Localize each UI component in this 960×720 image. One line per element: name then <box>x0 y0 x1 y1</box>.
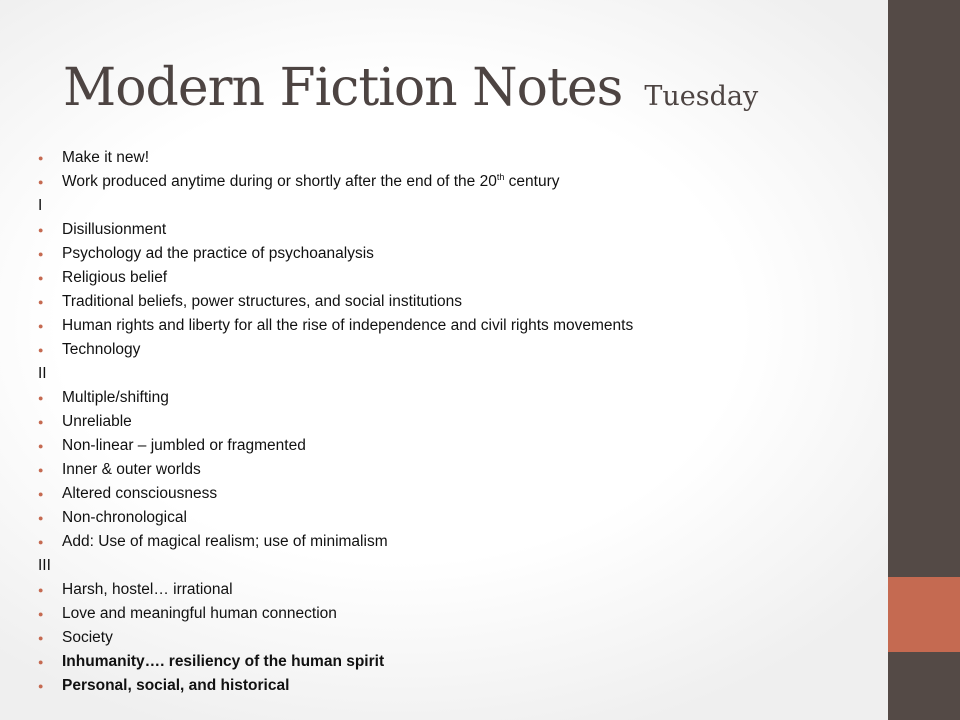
list-item-text-part: century <box>504 173 560 190</box>
bullet-dot-icon: ● <box>38 657 44 667</box>
list-item-text <box>62 170 559 194</box>
notes-list <box>38 146 878 698</box>
title-subtitle: Tuesday <box>644 81 759 112</box>
list-item <box>38 218 878 242</box>
list-item-text: Harsh, hostel… irrational <box>62 581 233 598</box>
list-item-text: Disillusionment <box>62 221 167 238</box>
list-item-text: Traditional beliefs, power structures, and social institutions <box>62 293 463 310</box>
title-main: Modern Fiction Notes <box>63 58 623 118</box>
section-heading <box>38 194 878 218</box>
slide-title <box>63 58 759 118</box>
section-heading-text: II <box>38 365 47 382</box>
list-item <box>38 290 878 314</box>
list-item-text: Personal, social, and historical <box>62 677 290 694</box>
list-item <box>38 578 878 602</box>
bullet-dot-icon: ● <box>38 513 44 523</box>
bullet-dot-icon: ● <box>38 609 44 619</box>
list-item <box>38 266 878 290</box>
bullet-dot-icon: ● <box>38 585 44 595</box>
sidebar-accent-block <box>888 577 960 652</box>
bullet-dot-icon: ● <box>38 249 44 259</box>
list-item-text: Multiple/shifting <box>62 389 169 406</box>
bullet-dot-icon: ● <box>38 537 44 547</box>
list-item-text-part: Work produced anytime during or shortly after the end of the 20 <box>62 173 497 190</box>
superscript: th <box>496 172 505 182</box>
list-item <box>38 314 878 338</box>
list-item <box>38 338 878 362</box>
list-item-text: Altered consciousness <box>62 485 218 502</box>
list-item <box>38 242 878 266</box>
list-item <box>38 626 878 650</box>
bullet-dot-icon: ● <box>38 225 44 235</box>
section-heading-text: III <box>38 557 51 574</box>
list-item-text: Love and meaningful human connection <box>62 605 337 622</box>
sidebar-decoration <box>888 0 960 577</box>
list-item-text: Non-chronological <box>62 509 187 526</box>
list-item <box>38 674 878 698</box>
section-heading <box>38 362 878 386</box>
bullet-dot-icon: ● <box>38 153 44 163</box>
bullet-dot-icon: ● <box>38 321 44 331</box>
list-item <box>38 170 878 194</box>
list-item-text: Human rights and liberty for all the rise of independence and civil rights movements <box>62 317 634 334</box>
list-item-text: Make it new! <box>62 149 150 166</box>
list-item-text: Inner & outer worlds <box>62 461 201 478</box>
list-item <box>38 146 878 170</box>
bullet-dot-icon: ● <box>38 393 44 403</box>
list-item <box>38 650 878 674</box>
list-item <box>38 434 878 458</box>
list-item <box>38 458 878 482</box>
list-item-text: Unreliable <box>62 413 132 430</box>
list-item-text: Non-linear – jumbled or fragmented <box>62 437 306 454</box>
bullet-dot-icon: ● <box>38 441 44 451</box>
list-item-text: Technology <box>62 341 141 358</box>
bullet-dot-icon: ● <box>38 297 44 307</box>
section-heading <box>38 554 878 578</box>
list-item <box>38 386 878 410</box>
list-item <box>38 410 878 434</box>
sidebar-decoration-bottom <box>888 652 960 720</box>
list-item <box>38 602 878 626</box>
bullet-dot-icon: ● <box>38 489 44 499</box>
list-item-text: Inhumanity…. resiliency of the human spirit <box>62 653 385 670</box>
section-heading-text: I <box>38 197 43 214</box>
list-item <box>38 530 878 554</box>
bullet-dot-icon: ● <box>38 345 44 355</box>
list-item-text: Society <box>62 629 113 646</box>
list-item-text: Religious belief <box>62 269 168 286</box>
list-item <box>38 482 878 506</box>
list-item <box>38 506 878 530</box>
list-item-text: Psychology ad the practice of psychoanalysis <box>62 245 374 262</box>
bullet-dot-icon: ● <box>38 681 44 691</box>
bullet-dot-icon: ● <box>38 177 44 187</box>
bullet-dot-icon: ● <box>38 273 44 283</box>
list-item-text: Add: Use of magical realism; use of minimalism <box>62 533 388 550</box>
bullet-dot-icon: ● <box>38 465 44 475</box>
bullet-dot-icon: ● <box>38 417 44 427</box>
bullet-dot-icon: ● <box>38 633 44 643</box>
